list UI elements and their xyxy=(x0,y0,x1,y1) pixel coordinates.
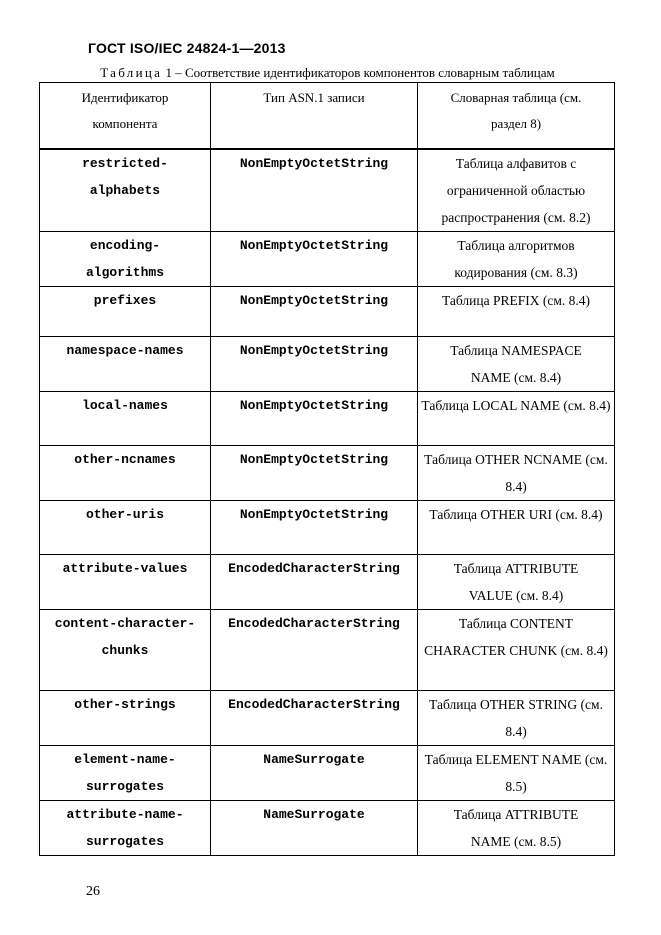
cell-component-id: local-names xyxy=(40,391,211,445)
cell-dictionary-table: Таблица OTHER STRING (см. 8.4) xyxy=(418,690,615,745)
table-row xyxy=(40,745,615,800)
cell-dictionary-table: Таблица NAMESPACE NAME (см. 8.4) xyxy=(418,336,615,391)
cell-component-id: other-strings xyxy=(40,690,211,745)
header-component-id: Идентификатор компонента xyxy=(40,83,211,149)
cell-asn1-type: EncodedCharacterString xyxy=(211,554,418,609)
cell-dictionary-table: Таблица LOCAL NAME (см. 8.4) xyxy=(418,391,615,445)
cell-dictionary-table: Таблица OTHER NCNAME (см. 8.4) xyxy=(418,445,615,500)
cell-dictionary-table: Таблица ATTRIBUTE VALUE (см. 8.4) xyxy=(418,554,615,609)
cell-dictionary-table: Таблица CONTENT CHARACTER CHUNK (см. 8.4) xyxy=(418,609,615,690)
cell-dictionary-table: Таблица PREFIX (см. 8.4) xyxy=(418,286,615,336)
table-row xyxy=(40,231,615,286)
table-row xyxy=(40,149,615,232)
caption-text: – Соответствие идентификаторов компонентов словарным таблицам xyxy=(175,65,555,80)
table-header-row xyxy=(40,83,615,149)
table-row xyxy=(40,554,615,609)
cell-asn1-type: EncodedCharacterString xyxy=(211,609,418,690)
table-row xyxy=(40,391,615,445)
cell-asn1-type: NonEmptyOctetString xyxy=(211,391,418,445)
table-row xyxy=(40,690,615,745)
cell-component-id: prefixes xyxy=(40,286,211,336)
correspondence-table xyxy=(39,82,615,856)
document-header: ГОСТ ISO/IEC 24824-1—2013 xyxy=(88,40,286,56)
cell-asn1-type: NonEmptyOctetString xyxy=(211,445,418,500)
cell-component-id: attribute-values xyxy=(40,554,211,609)
cell-dictionary-table: Таблица OTHER URI (см. 8.4) xyxy=(418,500,615,554)
cell-asn1-type: NonEmptyOctetString xyxy=(211,336,418,391)
page-number: 26 xyxy=(86,884,100,899)
cell-component-id: encoding- algorithms xyxy=(40,231,211,286)
caption-label: Таблица xyxy=(100,65,163,80)
table-row xyxy=(40,445,615,500)
cell-asn1-type: NonEmptyOctetString xyxy=(211,500,418,554)
cell-asn1-type: NameSurrogate xyxy=(211,800,418,855)
cell-asn1-type: NameSurrogate xyxy=(211,745,418,800)
cell-component-id: attribute-name- surrogates xyxy=(40,800,211,855)
table-row xyxy=(40,609,615,690)
table-row xyxy=(40,336,615,391)
cell-dictionary-table: Таблица алгоритмов кодирования (см. 8.3) xyxy=(418,231,615,286)
cell-dictionary-table: Таблица ATTRIBUTE NAME (см. 8.5) xyxy=(418,800,615,855)
cell-component-id: other-ncnames xyxy=(40,445,211,500)
table-row xyxy=(40,500,615,554)
table-row xyxy=(40,286,615,336)
cell-asn1-type: NonEmptyOctetString xyxy=(211,286,418,336)
header-dictionary-table: Словарная таблица (см. раздел 8) xyxy=(418,83,615,149)
cell-dictionary-table: Таблица алфавитов с ограниченной областью распространения (см. 8.2) xyxy=(418,149,615,232)
cell-dictionary-table: Таблица ELEMENT NAME (см. 8.5) xyxy=(418,745,615,800)
table-caption xyxy=(40,65,615,81)
header-asn1-type: Тип ASN.1 записи xyxy=(211,83,418,149)
table-row xyxy=(40,800,615,855)
caption-number: 1 xyxy=(165,65,172,80)
cell-component-id: other-uris xyxy=(40,500,211,554)
cell-component-id: content-character- chunks xyxy=(40,609,211,690)
cell-asn1-type: NonEmptyOctetString xyxy=(211,149,418,232)
cell-component-id: namespace-names xyxy=(40,336,211,391)
cell-component-id: restricted- alphabets xyxy=(40,149,211,232)
cell-asn1-type: EncodedCharacterString xyxy=(211,690,418,745)
cell-component-id: element-name- surrogates xyxy=(40,745,211,800)
cell-asn1-type: NonEmptyOctetString xyxy=(211,231,418,286)
